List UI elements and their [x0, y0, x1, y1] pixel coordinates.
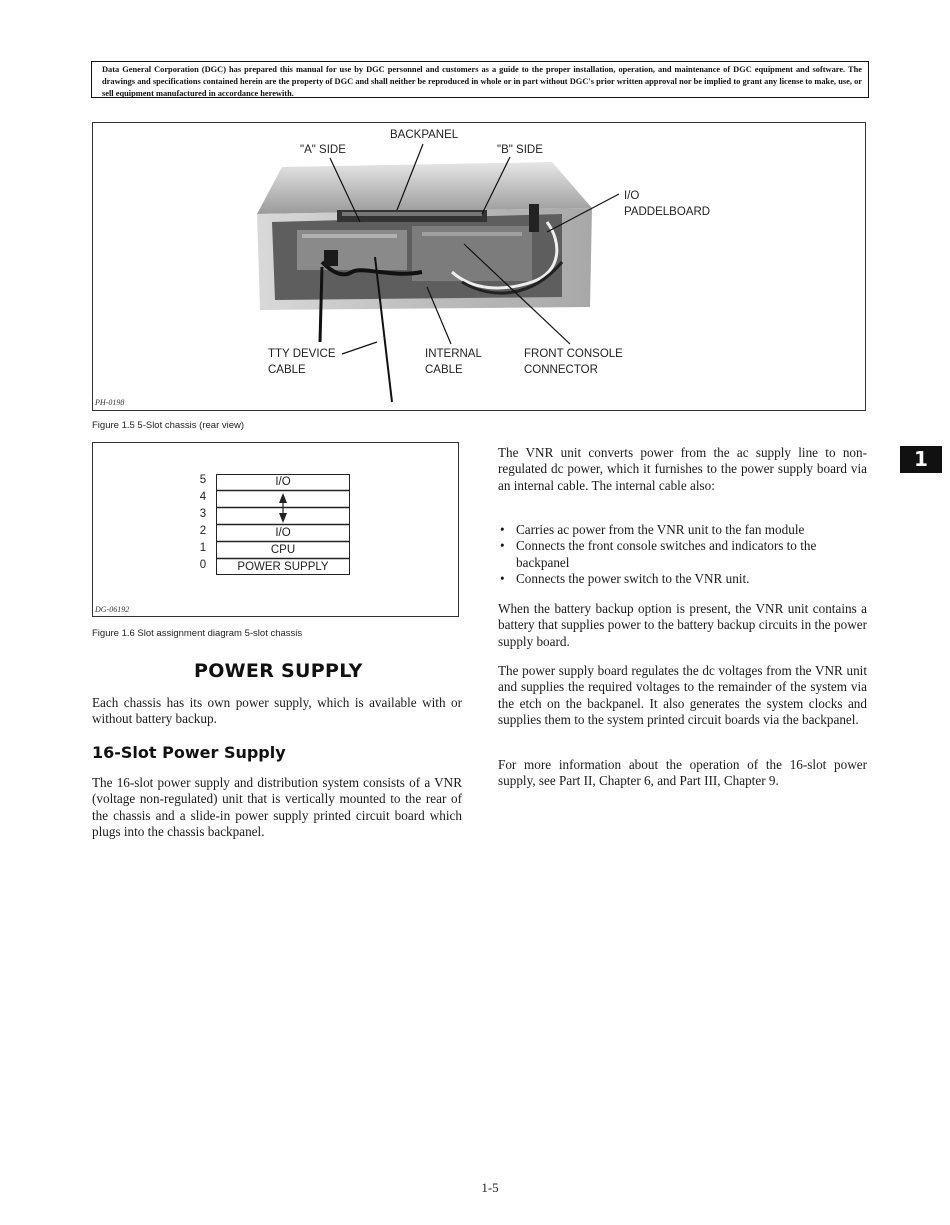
label-internal: INTERNAL	[425, 348, 482, 360]
slot-number: 0	[199, 559, 207, 571]
label-paddelboard: PADDELBOARD	[624, 206, 711, 218]
right-paragraph-2: When the battery backup option is present, the VNR unit contains a battery that supplies power to the battery backup circuits in the power supply board.	[498, 601, 867, 649]
right-paragraph-1: The VNR unit converts power from the ac supply line to non-regulated dc power, which it furnishes to the power supply board via an internal cable. The internal cable also:	[498, 445, 867, 493]
slot-number: 3	[199, 508, 207, 520]
slot-label: I/O	[275, 476, 291, 488]
slot-label: POWER SUPPLY	[237, 561, 329, 573]
slot-number: 5	[199, 474, 207, 486]
label-b-side: "B" SIDE	[497, 144, 543, 156]
page-number: 1-5	[481, 1180, 499, 1195]
copyright-notice: Data General Corporation (DGC) has prepared this manual for use by DGC personnel and customers as a guide to the proper installation, operation, and maintenance of DGC equipment and software. The drawings and specifications contained herein are the property of DGC and shall neither be reproduced in whole or in part without DGC's prior written approval nor be implied to grant any license to make, use, or sell equipment manufactured in accordance herewith.	[91, 61, 869, 98]
slot-diagram	[196, 474, 356, 576]
slot-label: I/O	[275, 527, 291, 539]
label-tty-device: TTY DEVICE	[268, 348, 336, 360]
chapter-tab: 1	[900, 446, 942, 473]
slot-label: CPU	[270, 544, 296, 556]
figure-1-6-id: DG-06192	[95, 605, 130, 614]
figure-1-5-caption: Figure 1.5 5-Slot chassis (rear view)	[92, 420, 245, 431]
slot-number: 4	[199, 491, 207, 503]
subsection-heading: 16-Slot Power Supply	[92, 743, 286, 762]
label-internal-cable: CABLE	[425, 364, 463, 376]
section-heading: POWER SUPPLY	[194, 660, 363, 682]
slot-grid-lines	[216, 474, 350, 575]
figure-1-5-id: PH-0198	[95, 398, 125, 407]
list-item: • Connects the front console switches and indicators to the backpanel	[498, 538, 867, 571]
internal-cable-list	[498, 522, 867, 588]
label-a-side: "A" SIDE	[300, 144, 346, 156]
label-io: I/O	[624, 190, 640, 202]
figure-1-6-caption: Figure 1.6 Slot assignment diagram 5-slot chassis	[92, 628, 303, 639]
list-item: • Carries ac power from the VNR unit to the fan module	[498, 522, 867, 538]
list-item: • Connects the power switch to the VNR unit.	[498, 571, 867, 587]
label-backpanel: BACKPANEL	[390, 129, 459, 141]
label-front-connector: CONNECTOR	[524, 364, 598, 376]
slot-number: 1	[199, 542, 207, 554]
vnr-paragraph: The 16-slot power supply and distribution system consists of a VNR (voltage non-regulated) unit that is vertically mounted to the rear of the chassis and a slide-in power supply printed circuit board which plugs into the chassis backpanel.	[92, 775, 462, 840]
chassis-photo	[92, 122, 866, 411]
right-paragraph-3: The power supply board regulates the dc voltages from the VNR unit and supplies the required voltages to the remainder of the system via the etch on the backpanel. It also generates the system clocks and supplies them to the system printed circuit boards via the backpanel.	[498, 663, 867, 728]
right-paragraph-4: For more information about the operation of the 16-slot power supply, see Part II, Chapter 6, and Part III, Chapter 9.	[498, 757, 867, 789]
slot-number: 2	[199, 525, 207, 537]
label-tty-cable: CABLE	[268, 364, 306, 376]
intro-paragraph: Each chassis has its own power supply, which is available with or without battery backup.	[92, 695, 462, 727]
label-front-console: FRONT CONSOLE	[524, 348, 623, 360]
